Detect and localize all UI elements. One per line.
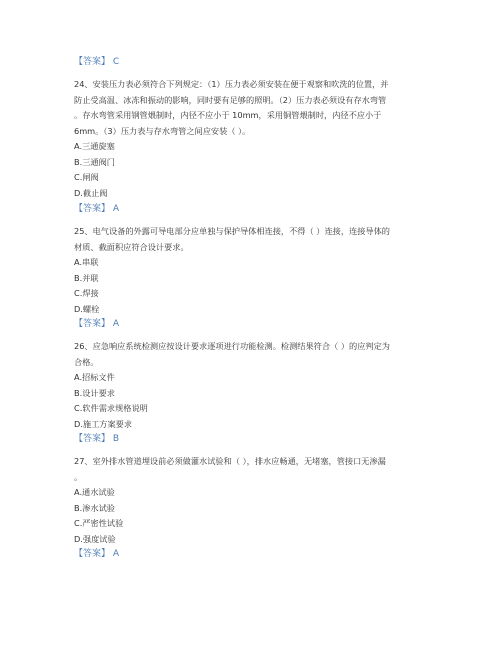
option-b: B.渗水试验	[74, 502, 115, 513]
answer-24: 【答案】 A	[74, 204, 120, 214]
question-24-line-4: 6mm。（3）压力表与存水弯管之间应安装（ ）。	[74, 125, 251, 136]
question-24-options	[74, 139, 426, 201]
question-26-options	[74, 370, 426, 432]
answer-26: 【答案】 B	[74, 434, 120, 444]
question-27-line-2: 。	[74, 471, 83, 482]
option-a: A.通水试验	[74, 487, 115, 497]
option-d: D.强度试验	[74, 533, 116, 544]
option-a: A.三通旋塞	[74, 141, 115, 151]
answer-27: 【答案】 A	[74, 549, 120, 559]
option-d: D.螺栓	[74, 303, 100, 314]
option-c: C.严密性试验	[74, 518, 124, 528]
option-b: B.设计要求	[74, 387, 115, 398]
question-26	[74, 339, 426, 432]
option-d: D.施工方案要求	[74, 418, 133, 429]
question-24-line-1: 24、安装压力表必须符合下列规定：（1）压力表必须安装在便于观察和吹洗的位置，并	[74, 79, 389, 89]
option-a: A.串联	[74, 257, 99, 267]
answer-prev: 【答案】 C	[74, 57, 120, 67]
option-a: A.招标文件	[74, 372, 115, 382]
option-d: D.截止阀	[74, 187, 108, 198]
question-25-line-2: 材质、截面积应符合设计要求。	[74, 241, 189, 252]
option-b: B.三通阀门	[74, 156, 115, 167]
question-25-options	[74, 255, 426, 317]
option-b: B.并联	[74, 272, 99, 283]
question-25-line-1: 25、电气设备的外露可导电部分应单独与保护导体相连接，不得（ ）连接，连接导体的	[74, 226, 390, 236]
option-c: C.软件需求规格说明	[74, 403, 148, 413]
option-c: C.闸阀	[74, 172, 99, 182]
question-27	[74, 454, 426, 547]
question-25	[74, 224, 426, 317]
question-27-line-1: 27、室外排水管道埋设前必须做灌水试验和（ ），排水应畅通，无堵塞，管接口无渗漏	[74, 456, 386, 466]
question-26-line-2: 合格。	[74, 356, 99, 367]
question-27-options	[74, 485, 426, 547]
question-24-line-3: 。存水弯管采用钢管煨制时，内径不应小于 10mm，采用铜管煨制时，内径不应小于	[74, 110, 382, 120]
answer-25: 【答案】 A	[74, 319, 120, 329]
question-24	[74, 77, 426, 201]
question-24-line-2: 防止受高温、冰冻和振动的影响，同时要有足够的照明。（2）压力表必须设有存水弯管	[74, 94, 387, 105]
question-26-line-1: 26、应急响应系统检测应按设计要求逐项进行功能检测。检测结果符合（ ）的应判定为	[74, 341, 390, 351]
option-c: C.焊接	[74, 288, 99, 298]
